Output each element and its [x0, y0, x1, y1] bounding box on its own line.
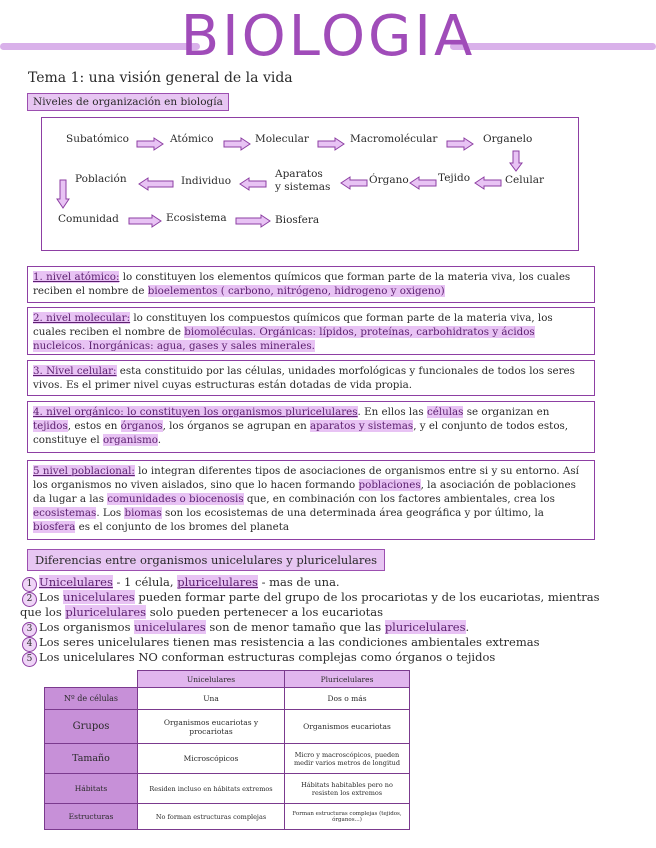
level-tejido: Tejido [438, 172, 471, 184]
difference-item-2-cont [20, 605, 383, 619]
arrow-left-icon [139, 175, 173, 187]
level-biosfera: Biosfera [275, 214, 320, 226]
level-atomic-bioelements: bioelementos ( carbono, nitrógeno, hidrogeno y oxigeno) [147, 285, 445, 297]
level-comunidad: Comunidad [58, 213, 119, 225]
difference-text: Los organismos [39, 620, 135, 634]
table-header-empty [45, 671, 138, 688]
number-badge: 2 [22, 592, 37, 607]
table-header-pluricelulares: Pluricelulares [285, 671, 410, 688]
level-ecosistema: Ecosistema [166, 212, 227, 224]
number-badge: 4 [22, 637, 37, 652]
level-atomico: Atómico [170, 133, 214, 145]
level-population-text: lo integran diferentes tipos de asociaciones de organismos entre si y su entorno. Así los organismos no viven aislados, sino que lo hacen formando [33, 465, 579, 491]
difference-text: pueden formar parte del grupo de los procariotas y de los eucariotas, mientras [134, 590, 600, 604]
row-label: Nº de células [45, 688, 138, 710]
difference-text: Los unicelulares NO conforman estructuras complejas como órganos o tejidos [39, 650, 496, 664]
level-organic-text4: , los órganos se agrupan en [162, 420, 310, 432]
level-cellular-paragraph [27, 360, 595, 396]
row-label: Hábitats [45, 774, 138, 804]
term-unicelulares: Unicelulares [39, 575, 113, 589]
level-individuo: Individuo [181, 175, 232, 187]
difference-text: . [465, 620, 470, 634]
level-organic-paragraph [27, 401, 595, 453]
level-organic-text6: . [157, 434, 162, 446]
row-label: Estructuras [45, 804, 138, 830]
level-organic-text3: , estos en [67, 420, 121, 432]
level-macromolecular: Macromolécular [350, 133, 438, 145]
term-unicelulares: unicelulares [63, 590, 135, 604]
arrow-icon [129, 212, 161, 224]
level-atomic-text: lo constituyen los elementos químicos que forman parte de la materia viva, los cuales reciben el nombre de [33, 271, 571, 297]
difference-text: solo pueden pertenecer a los eucariotas [146, 605, 383, 619]
number-badge: 5 [22, 652, 37, 667]
level-population-text5: son los ecosistemas de una determinada área geográfica y por último, la [161, 507, 544, 519]
difference-text: - 1 célula, [112, 575, 178, 589]
arrow-icon [318, 135, 344, 147]
arrow-left-icon [475, 174, 501, 186]
level-population-biosphere: biosfera [33, 521, 76, 533]
comparison-table [44, 670, 410, 830]
level-cellular-title: 3. Nivel celular: [33, 365, 117, 377]
difference-item-5 [22, 650, 495, 667]
difference-text: son de menor tamaño que las [205, 620, 385, 634]
table-row [45, 774, 410, 804]
level-population-text3: que, en combinación con los factores ambientales, crea los [243, 493, 555, 505]
number-badge: 3 [22, 622, 37, 637]
difference-text: que los [20, 605, 66, 619]
cell-pluri: Hábitats habitables pero no resisten los extremos [285, 774, 410, 804]
level-organic-text2: se organizan en [463, 406, 550, 418]
row-label: Tamaño [45, 744, 138, 774]
arrow-down-icon [57, 180, 69, 208]
term-pluricelulares: pluricelulares [384, 620, 466, 634]
level-organic-text5: , y el conjunto de todos estos, constituye el [33, 420, 569, 446]
arrow-icon [224, 135, 250, 147]
level-aparatos [275, 168, 330, 194]
level-atomic-title: 1. nivel atómico: [33, 271, 120, 283]
term-unicelulares: unicelulares [134, 620, 206, 634]
level-population-text6: es el conjunto de los bromes del planeta [75, 521, 290, 533]
level-population-communities: comunidades o biocenosis [107, 493, 244, 505]
level-molecular-paragraph [27, 307, 595, 355]
level-organic-organs: órganos [120, 420, 163, 432]
level-subatomico: Subatómico [66, 133, 129, 145]
cell-uni: Organismos eucariotas y procariotas [138, 710, 285, 744]
level-aparatos-line2: y sistemas [275, 181, 331, 193]
term-pluricelulares: pluricelulares [177, 575, 258, 589]
level-molecular-text: lo constituyen los compuestos químicos que forman parte de la materia viva, los cuales reciben el nombre de [33, 312, 553, 338]
term-pluricelulares: pluricelulares [65, 605, 147, 619]
table-header-unicelulares: Unicelulares [138, 671, 285, 688]
topic-subtitle: Tema 1: una visión general de la vida [28, 70, 293, 86]
row-label: Grupos [45, 710, 138, 744]
table-header-row [45, 671, 410, 688]
cell-uni: Microscópicos [138, 744, 285, 774]
level-aparatos-line1: Aparatos [275, 168, 323, 180]
level-organic-organism: organismo [102, 434, 158, 446]
level-organelo: Organelo [483, 133, 533, 145]
difference-text: Los [39, 590, 64, 604]
cell-pluri: Organismos eucariotas [285, 710, 410, 744]
level-molecular: Molecular [255, 133, 309, 145]
level-organic-systems: aparatos y sistemas [310, 420, 414, 432]
level-population-text2: , la asociación de poblaciones da lugar a las [33, 479, 576, 505]
arrow-left-icon [240, 175, 266, 187]
arrow-icon [137, 135, 163, 147]
arrow-left-icon [341, 174, 367, 186]
level-population-title: 5 nivel poblacional: [33, 465, 135, 477]
level-molecular-biomolecules: biomoléculas. Orgánicas: lípidos, proteínas, carbohidratos y ácidos nucleicos. Inorgánicas: agua, gases y sales minerales. [33, 326, 535, 352]
levels-header: Niveles de organización en biología [27, 93, 229, 111]
arrow-left-icon [410, 174, 436, 186]
arrow-down-icon [510, 151, 522, 171]
cell-uni: Residen incluso en hábitats extremos [138, 774, 285, 804]
differences-header: Diferencias entre organismos unicelulares y pluricelulares [27, 549, 385, 571]
page-title: BIOLOGIA [180, 4, 476, 69]
table-row [45, 710, 410, 744]
level-celular: Celular [505, 174, 545, 186]
level-organo: Órgano [369, 174, 409, 186]
number-badge: 1 [22, 577, 37, 592]
level-population-paragraph [27, 460, 595, 540]
cell-pluri: Dos o más [285, 688, 410, 710]
level-molecular-title: 2. nivel molecular: [33, 312, 131, 324]
table-row [45, 744, 410, 774]
level-organic-title: 4. nivel orgánico: lo constituyen los organismos pluricelulares [33, 406, 358, 418]
cell-uni: No forman estructuras complejas [138, 804, 285, 830]
level-population-text4: . Los [96, 507, 125, 519]
level-organic-text: . En ellos las [357, 406, 427, 418]
level-organic-cells: células [426, 406, 464, 418]
table-row [45, 804, 410, 830]
table-row [45, 688, 410, 710]
level-organic-tissues: tejidos [33, 420, 68, 432]
cell-uni: Una [138, 688, 285, 710]
level-poblacion: Población [75, 173, 127, 185]
cell-pluri: Micro y macroscópicos, pueden medir varios metros de longitud [285, 744, 410, 774]
level-cellular-text: esta constituido por las células, unidades morfológicas y funcionales de todos los seres vivos. Es el primer nivel cuyas estructuras están dotadas de vida propia. [33, 365, 575, 391]
arrow-icon [447, 135, 473, 147]
level-population-ecosystems: ecosistemas [33, 507, 97, 519]
arrow-icon [236, 212, 270, 224]
level-population-biomes: biomas [124, 507, 162, 519]
difference-text: Los seres unicelulares tienen mas resistencia a las condiciones ambientales extremas [39, 635, 540, 649]
level-atomic-paragraph [27, 266, 595, 303]
level-population-populations: poblaciones [358, 479, 421, 491]
cell-pluri: Forman estructuras complejas (tejidos, órganos...) [285, 804, 410, 830]
difference-text: - mas de una. [257, 575, 340, 589]
